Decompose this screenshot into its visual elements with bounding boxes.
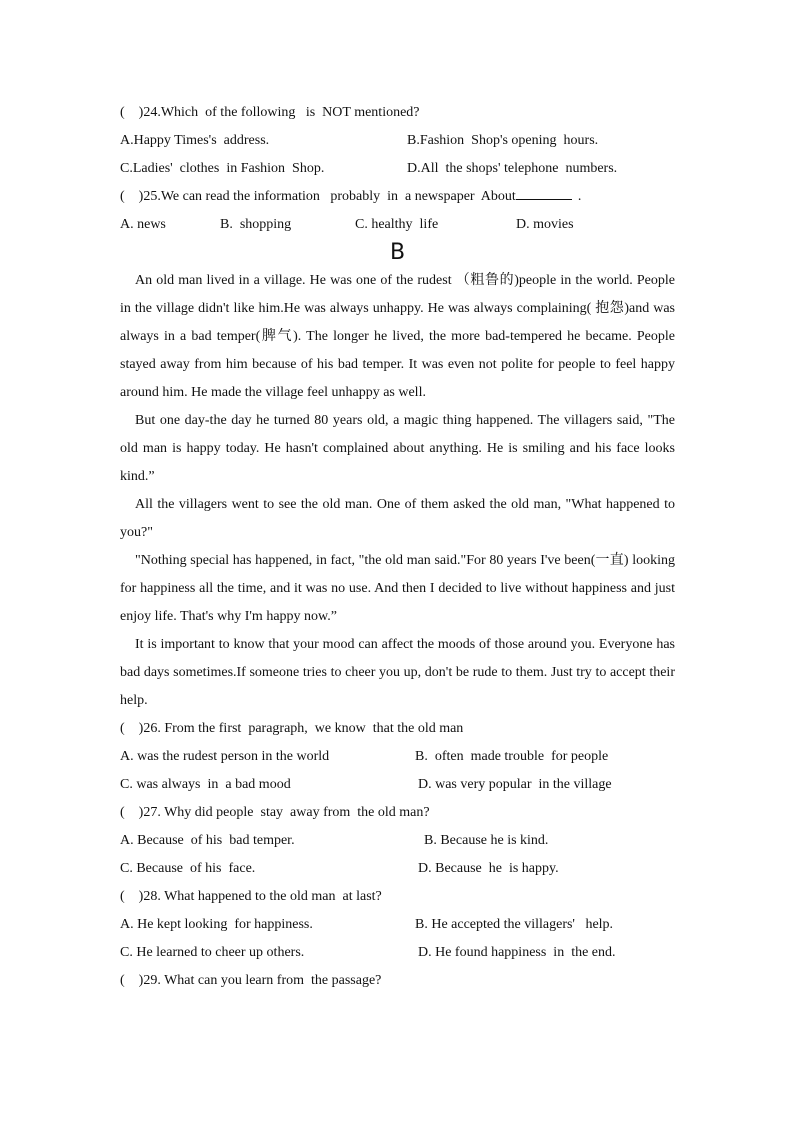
answer-blank	[516, 185, 572, 200]
question-26-option-d: D. was very popular in the village	[418, 777, 612, 792]
question-26-option-c: C. was always in a bad mood	[120, 777, 291, 792]
question-26-option-a: A. was the rudest person in the world	[120, 749, 330, 764]
section-b-title: B	[389, 240, 406, 265]
question-25-option-d: D. movies	[516, 217, 574, 232]
question-26-option-b: B. often made trouble for people	[415, 749, 609, 764]
question-25-stem-text: ( )25.We can read the information probably in a newspaper About	[120, 189, 516, 204]
question-25-option-b: B. shopping	[220, 217, 292, 232]
question-25-stem	[120, 183, 675, 211]
worksheet-page	[120, 99, 675, 995]
question-28-options-row1	[120, 911, 675, 939]
question-29-stem: ( )29. What can you learn from the passage?	[120, 973, 382, 988]
question-24-options-row1	[120, 127, 675, 155]
question-27-stem: ( )27. Why did people stay away from the old man?	[120, 805, 430, 820]
question-27-options-row2	[120, 855, 675, 883]
question-24-option-c: C.Ladies' clothes in Fashion Shop.	[120, 161, 325, 176]
passage-paragraph-4: "Nothing special has happened, in fact, "the old man said."For 80 years I've been(一直) looking for happiness all the time, and it was no use. And then I decided to live without happiness and just enjoy life. That's why I'm happy now.”	[120, 553, 675, 624]
question-24-option-a: A.Happy Times's address.	[120, 133, 270, 148]
passage-paragraph-3: All the villagers went to see the old man. One of them asked the old man, "What happened to you?"	[120, 497, 675, 540]
question-25-stem-end: .	[577, 189, 582, 204]
question-25-option-c: C. healthy life	[355, 217, 439, 232]
question-27-option-d: D. Because he is happy.	[418, 861, 559, 876]
question-24-option-b: B.Fashion Shop's opening hours.	[407, 133, 599, 148]
question-24-stem: ( )24.Which of the following is NOT mentioned?	[120, 105, 420, 120]
passage-paragraph-1: An old man lived in a village. He was one of the rudest （粗鲁的)people in the world. People in the village didn't like him.He was always unhappy. He was always complaining( 抱怨)and was always in a bad temper(脾气). The longer he lived, the more bad-tempered he became. People stayed away from him because of his bad temper. It was even not polite for people to feel happy around him. He made the village feel unhappy as well.	[120, 273, 675, 400]
question-28-option-c: C. He learned to cheer up others.	[120, 945, 305, 960]
question-28-options-row2	[120, 939, 675, 967]
question-26-options-row2	[120, 771, 675, 799]
question-26-options-row1	[120, 743, 675, 771]
question-26-stem: ( )26. From the first paragraph, we know that the old man	[120, 721, 464, 736]
question-24-options-row2	[120, 155, 675, 183]
question-27-option-b: B. Because he is kind.	[424, 833, 549, 848]
passage-paragraph-5: It is important to know that your mood can affect the moods of those around you. Everyone has bad days sometimes.If someone tries to cheer you up, don't be rude to them. Just try to accept their help.	[120, 637, 675, 708]
question-28-option-d: D. He found happiness in the end.	[418, 945, 616, 960]
question-24-option-d: D.All the shops' telephone numbers.	[407, 161, 618, 176]
question-28-option-b: B. He accepted the villagers' help.	[415, 917, 614, 932]
question-27-options-row1	[120, 827, 675, 855]
question-25-options-row	[120, 211, 675, 239]
question-27-option-a: A. Because of his bad temper.	[120, 833, 295, 848]
question-27-option-c: C. Because of his face.	[120, 861, 256, 876]
question-25-option-a: A. news	[120, 217, 166, 232]
question-28-stem: ( )28. What happened to the old man at last?	[120, 889, 382, 904]
section-b-passage	[120, 267, 675, 715]
passage-paragraph-2: But one day-the day he turned 80 years old, a magic thing happened. The villagers said, "The old man is happy today. He hasn't complained about anything. He is smiling and his face looks kind.”	[120, 413, 675, 484]
question-28-option-a: A. He kept looking for happiness.	[120, 917, 313, 932]
